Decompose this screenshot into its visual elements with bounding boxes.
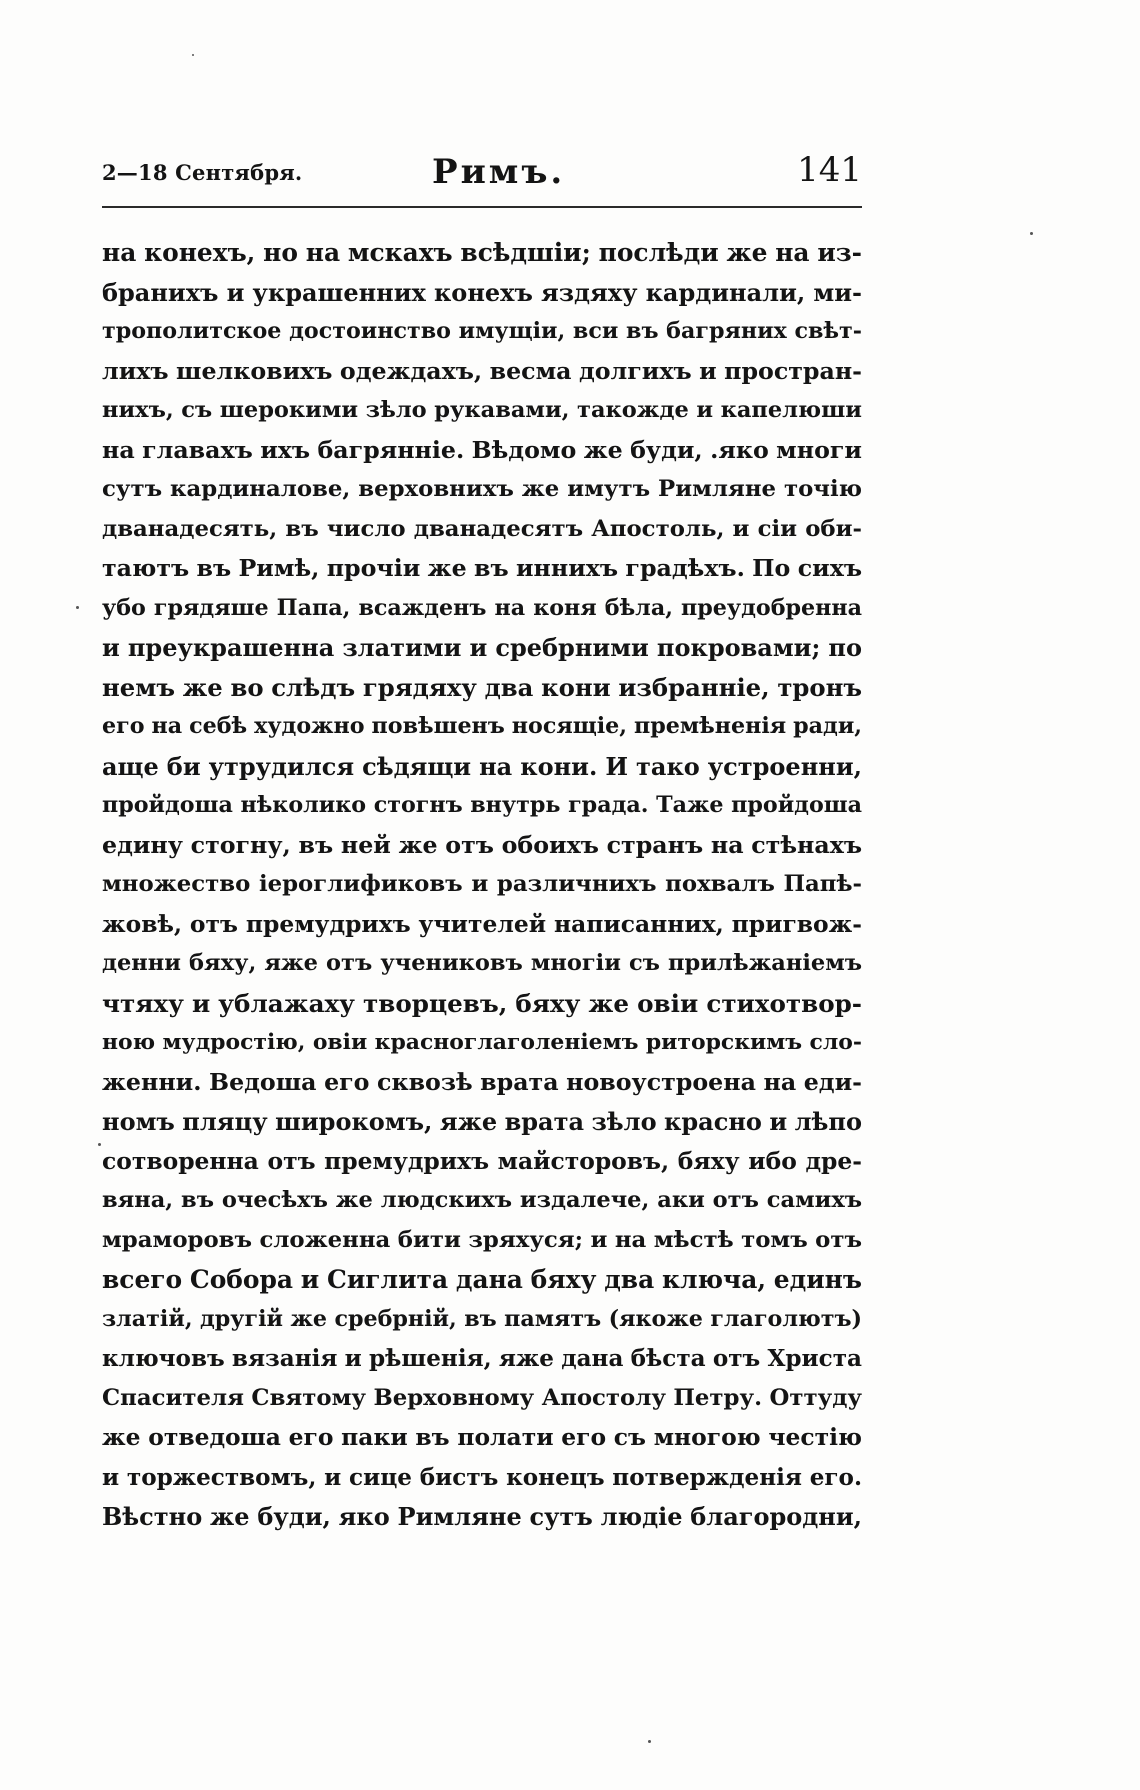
text-line: пройдоша нѣколико стогнъ внутрь града. Таже пройдоша	[102, 792, 862, 818]
text-line: Вѣстно же буди, яко Римляне сутъ людіе благородни,	[102, 1502, 862, 1531]
text-line: множество іероглификовъ и различнихъ похвалъ Папѣ-	[102, 871, 862, 897]
text-line: лихъ шелковихъ одеждахъ, весма долгихъ и простран-	[102, 356, 862, 385]
body-text	[102, 233, 862, 1537]
text-line: сутъ кардиналове, верховнихъ же имутъ Римляне точію	[102, 476, 862, 502]
text-line: и торжествомъ, и сице бистъ конецъ потвержденія его.	[102, 1463, 862, 1491]
text-line: всего Собора и Сиглита дана бяху два ключа, единъ	[102, 1265, 862, 1294]
text-line: таютъ въ Римѣ, прочіи же въ иннихъ градѣхъ. По сихъ	[102, 554, 862, 582]
running-header	[102, 150, 862, 200]
text-line: его на себѣ художно повѣшенъ носящіе, премѣненія ради,	[102, 713, 862, 739]
scan-speck	[1030, 232, 1033, 235]
text-line: Спасителя Святому Верховному Апостолу Петру. Оттуду	[102, 1384, 862, 1411]
text-line: нихъ, съ шерокими зѣло рукавами, такожде и капелюши	[102, 397, 862, 423]
text-line: чтяху и ублажаху творцевъ, бяху же овіи стихотвор-	[102, 988, 862, 1018]
text-line: номъ пляцу широкомъ, яже врата зѣло красно и лѣпо	[102, 1107, 862, 1136]
text-line: и преукрашенна златими и сребрними покровами; по	[102, 633, 862, 662]
text-line: вяна, въ очесѣхъ же людскихъ издалече, аки отъ самихъ	[102, 1187, 862, 1213]
text-line: сотворенна отъ премудрихъ майсторовъ, бяху ибо дре-	[102, 1146, 862, 1175]
text-line: ною мудростію, овіи красноглаголеніемъ риторскимъ сло-	[102, 1029, 862, 1055]
text-line: немъ же во слѣдъ грядяху два кони избранніе, тронъ	[102, 672, 862, 702]
text-line: трополитское достоинство имущіи, вси въ багряних свѣт-	[102, 318, 862, 344]
scan-speck	[98, 1143, 101, 1146]
page-number: 141	[797, 150, 862, 190]
text-line: златій, другій же сребрній, въ памятъ (якоже глаголютъ)	[102, 1305, 862, 1332]
text-line: дванадесять, въ число дванадесятъ Апостоль, и сіи оби-	[102, 515, 862, 542]
scan-speck	[648, 1740, 651, 1743]
text-line: мраморовъ сложенна бити зряхуся; и на мѣстѣ томъ отъ	[102, 1226, 862, 1253]
text-line: ключовъ вязанія и рѣшенія, яже дана бѣста отъ Христа	[102, 1345, 862, 1372]
text-line: жовѣ, отъ премудрихъ учителей написанних, пригвож-	[102, 909, 862, 938]
text-line: на главахъ ихъ багрянніе. Вѣдомо же буди, .яко многи	[102, 435, 862, 464]
text-line: едину стогну, въ ней же отъ обоихъ странъ на стѣнахъ	[102, 830, 862, 859]
scan-speck	[76, 606, 79, 609]
header-date-range: 2—18 Сентября.	[102, 160, 303, 185]
text-line: убо грядяше Папа, всажденъ на коня бѣла, преудобренна	[102, 594, 862, 621]
header-rule	[102, 206, 862, 208]
header-title: Римъ.	[432, 152, 566, 192]
text-line: денни бяху, яже отъ учениковъ многіи съ прилѣжаніемъ	[102, 950, 862, 976]
text-line: бранихъ и украшенних конехъ яздяху кардинали, ми-	[102, 277, 862, 307]
text-line: же отведоша его паки въ полати его съ многою честію	[102, 1423, 862, 1451]
text-line: аще би утрудился сѣдящи на кони. И тако устроенни,	[102, 751, 862, 781]
text-line: на конехъ, но на мскахъ вcѣдшіи; послѣди же на из-	[102, 238, 862, 267]
scan-speck	[192, 54, 194, 56]
text-line: женни. Ведоша его сквозѣ врата новоустроена на еди-	[102, 1067, 862, 1096]
